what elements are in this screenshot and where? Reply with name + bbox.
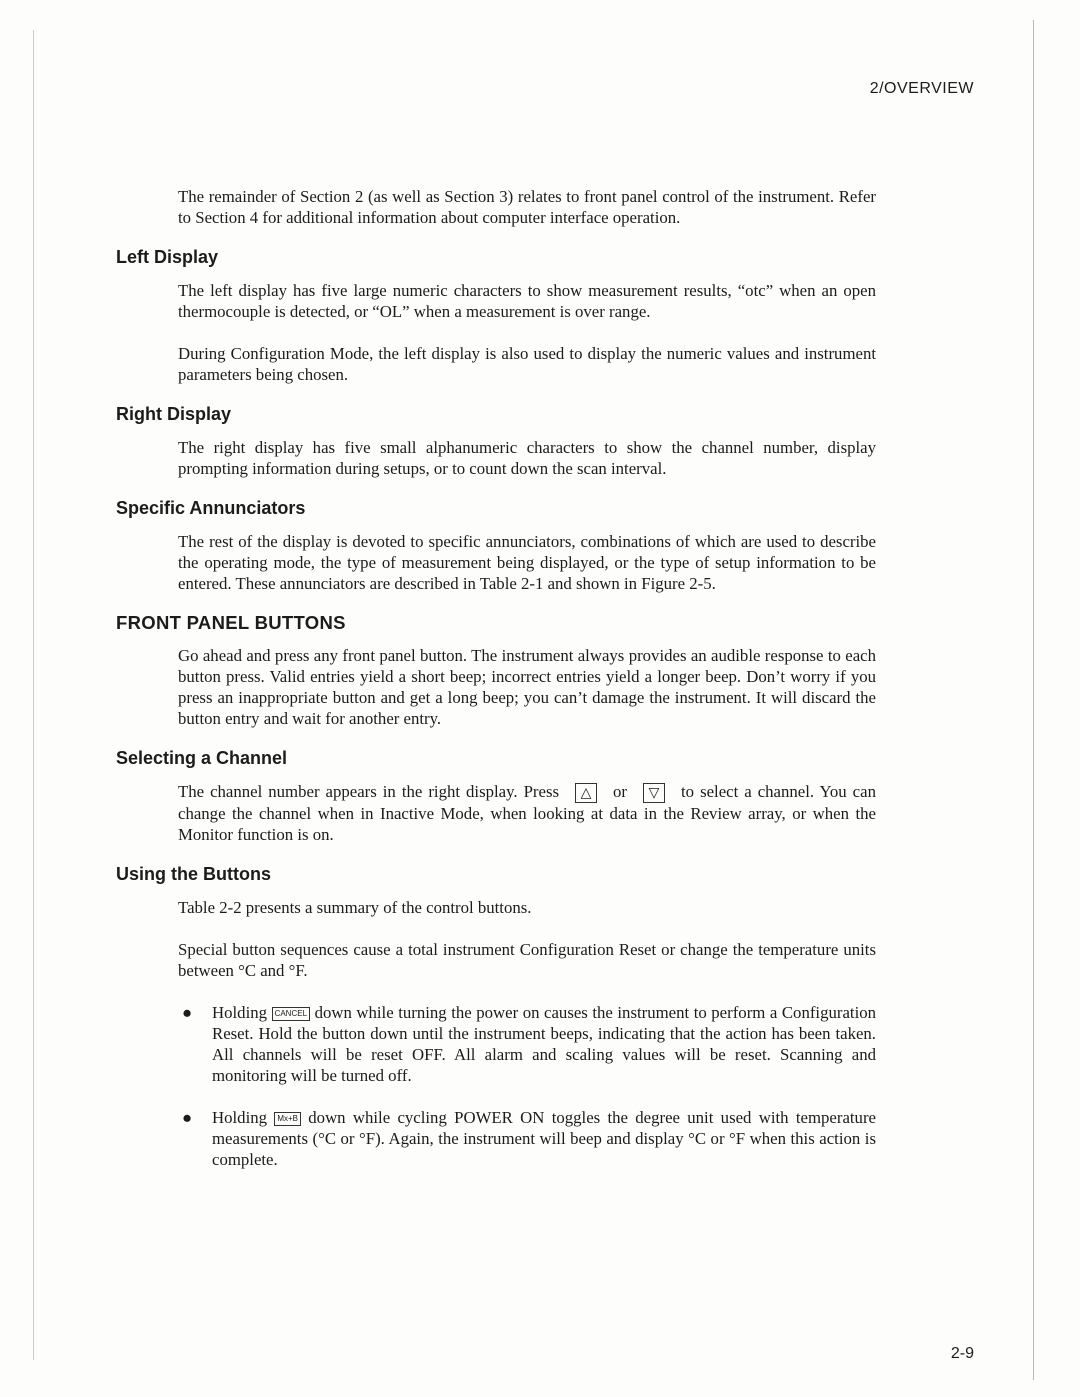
right-display-paragraph: The right display has five small alphanumeric characters to show the channel number, display prompting information during setups, or to count down the scan interval. bbox=[178, 438, 876, 478]
front-panel-paragraph: Go ahead and press any front panel button. The instrument always provides an audible response to each button press. Valid entries yield a short beep; incorrect entries yield a longer beep. Don’t worry if you press an inappropriate button and get a long beep; you can’t damage the instrument. It will discard the button entry and wait for another entry. bbox=[178, 646, 876, 728]
intro-paragraph: The remainder of Section 2 (as well as Section 3) relates to front panel control of the instrument. Refer to Section 4 for additional information about computer interface operation. bbox=[178, 187, 876, 227]
cancel-key-icon: CANCEL bbox=[272, 1007, 310, 1021]
mxb-key-icon: Mx+B bbox=[274, 1112, 301, 1126]
up-arrow-key-icon: △ bbox=[575, 783, 597, 803]
heading-left-display: Left Display bbox=[116, 247, 219, 267]
selecting-text-a: The channel number appears in the right display. Press bbox=[178, 782, 560, 801]
bullet-icon: ● bbox=[182, 1003, 193, 1023]
heading-using-buttons: Using the Buttons bbox=[116, 864, 271, 885]
bullet-configuration-reset bbox=[178, 1002, 876, 1086]
using-buttons-paragraph-2: Special button sequences cause a total instrument Configuration Reset or change the temperature units between °C and °F. bbox=[178, 940, 876, 981]
page-number: 2-9 bbox=[950, 1345, 974, 1362]
left-binding-edge bbox=[33, 30, 34, 1360]
bullet-1-text-a: Holding bbox=[212, 1003, 268, 1023]
selecting-text-b: to select a channel. You can change the channel when in Inactive Mode, when looking at data in the Review array, or when the Monitor function is on. bbox=[178, 782, 876, 845]
heading-selecting-channel: Selecting a Channel bbox=[116, 748, 288, 768]
selecting-or: or bbox=[613, 782, 628, 801]
bullet-2-text-a: Holding bbox=[212, 1108, 268, 1128]
bullet-1-text-b: down while turning the power on causes the instrument to perform a Configuration Reset. Hold the button down until the instrument beeps, indicating that the action has been taken. All channels will be reset OFF. All alarm and scaling values will be reset. Scanning and monitoring will be turned off. bbox=[212, 1003, 877, 1086]
bullet-icon: ● bbox=[182, 1108, 193, 1128]
right-binding-edge bbox=[1033, 20, 1050, 1380]
bullet-2-text-b: down while cycling POWER ON toggles the degree unit used with temperature measurements (°C or °F). Again, the instrument will beep and display °C or °F when this action is complete. bbox=[212, 1108, 876, 1170]
left-display-paragraph-1: The left display has five large numeric characters to show measurement results, “otc” when an open thermocouple is detected, or “OL” when a measurement is over range. bbox=[178, 281, 876, 321]
section-header: 2/OVERVIEW bbox=[869, 80, 974, 97]
heading-front-panel-buttons: FRONT PANEL BUTTONS bbox=[116, 612, 346, 633]
down-arrow-key-icon: ▽ bbox=[643, 783, 665, 803]
left-display-paragraph-2: During Configuration Mode, the left display is also used to display the numeric values and instrument parameters being chosen. bbox=[178, 344, 876, 384]
heading-right-display: Right Display bbox=[116, 404, 232, 424]
bullet-degree-toggle bbox=[178, 1107, 876, 1170]
page-content bbox=[116, 186, 876, 1170]
annunciators-paragraph: The rest of the display is devoted to specific annunciators, combinations of which are used to describe the operating mode, the type of measurement being displayed, or the type of setup information to be entered. These annunciators are described in Table 2-1 and shown in Figure 2-5. bbox=[178, 532, 876, 593]
using-buttons-paragraph-1: Table 2-2 presents a summary of the control buttons. bbox=[178, 898, 532, 918]
heading-specific-annunciators: Specific Annunciators bbox=[116, 498, 306, 518]
selecting-channel-paragraph bbox=[178, 781, 876, 845]
